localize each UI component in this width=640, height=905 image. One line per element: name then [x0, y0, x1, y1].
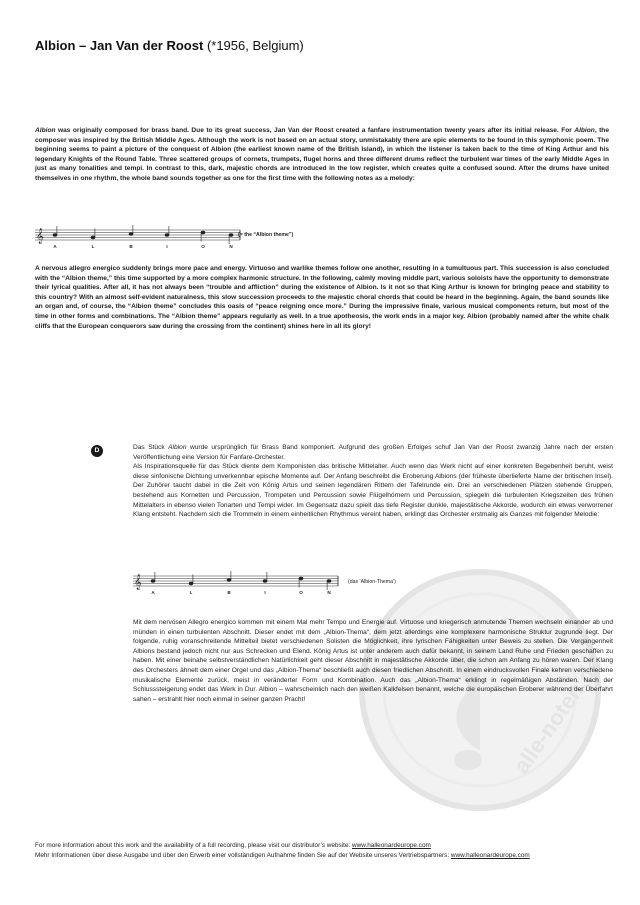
syllable-de-o: O: [299, 590, 303, 595]
english-p1-part-a: was originally composed for brass band. Due to its great success, Jan Van der Roost created a fanfare instrumentation twenty years after its initial release. For: [55, 127, 575, 134]
syllable-de-l: L: [189, 590, 193, 595]
note-4: [165, 234, 169, 237]
english-paragraph-1: [35, 126, 609, 184]
syllable-i: I: [166, 244, 168, 249]
note-de-2: [189, 582, 193, 585]
german-italic-word: Albion: [168, 444, 187, 451]
german-theme-note: (das ‘Albion-Thema’): [348, 579, 396, 585]
note-2: [91, 236, 95, 239]
german-paragraph-2: Mit dem nervösen Allegro energico kommen mit einem Mal mehr Tempo und Energie auf. Virtuose und kriegerisch anmutende Themen wechseln einander ab und münden in einen turbulenten Abschnitt. Dieser endet mit dem „Albion-Thema“, dem jetzt allerdings eine komplexere harmonische Struktur zugrunde liegt. Der folgende, ruhig voranschreitende Mittelteil bietet verschiedenen Solisten die Möglichkeit, ihre lyrischen Fähigkeiten unter Beweis zu stellen. Die Vergangenheit Albions bestand jedoch nicht nur aus Schrecken und Elend. König Artus ist unter anderem auch dafür bekannt, in seinem Land Ruhe und Frieden geschaffen zu haben. Mit einer beinahe selbstverständlichen Natürlichkeit geht dieser Abschnitt in majestätische Akkorde über, die schon am Anfang zu hören waren. Der Klang des Orchesters ähnelt dem einer Orgel und das „Albion-Thema“ beschließt auch diesen friedlichen Abschnitt. In einem eindrucksvollen Finale kehren verschiedene musikalische Elemente zurück, meist in veränderter Form und Kombination. Auch das „Albion-Thema“ erklingt in regelmäßigen Abständen. Nach der Schlusssteigerung endet das Werk in Dur. Albion – wahrscheinlich nach den weißen Kalkfelsen benannt, welche die europäischen Eroberer während der Überfahrt sahen – erstrahlt hier noch einmal in seiner ganzen Pracht!: [133, 619, 613, 703]
note-5: [201, 231, 205, 234]
music-staff-svg: [35, 226, 245, 250]
syllable-b: B: [129, 244, 133, 249]
german-paragraph-1: [133, 443, 613, 520]
english-theme-note: (= the “Albion theme”): [238, 232, 294, 238]
footer-german-text: Mehr Informationen über diese Ausgabe und über den Erwerb einer vollständigen Aufnahme finden Sie auf der Website unseres Vertriebspartners:: [35, 852, 451, 859]
syllable-l: L: [91, 244, 95, 249]
syllable-a: A: [53, 244, 57, 249]
syllable-de-b: B: [227, 590, 231, 595]
note-6: [229, 234, 233, 237]
note-de-5: [299, 577, 303, 580]
note-1: [53, 234, 57, 237]
syllable-de-a: A: [151, 590, 155, 595]
footer-english: [35, 841, 613, 851]
note-de-1: [151, 580, 155, 583]
footer-english-text: For more information about this work and the availability of a full recording, please visit our distributor’s website:: [35, 842, 352, 849]
english-italic-word: Albion: [574, 127, 595, 134]
note-de-3: [227, 579, 231, 582]
note-3: [129, 233, 133, 236]
note-de-4: [263, 580, 267, 583]
watermark-text: alle-noten.de: [508, 652, 607, 778]
german-language-badge: D: [91, 445, 103, 457]
treble-clef-icon-de: 𝄞: [134, 575, 142, 590]
treble-clef-icon: 𝄞: [36, 229, 44, 244]
footer-german-link[interactable]: www.halleonardeurope.com: [450, 852, 530, 859]
english-paragraph-2: A nervous allegro energico suddenly brings more pace and energy. Virtuoso and warlike themes follow one another, resulting in a tumultuous part. This succession is also concluded with the “Albion theme,” this time supported by a more complex harmonic structure. In the following, calmly moving middle part, various soloists have the opportunity to demonstrate their lyrical qualities. After all, it has not always been “trouble and affliction” during the existence of Albion. Is it not so that King Arthur is known for bringing peace and stability to this country? With an almost self-evident naturalness, this slow succession proceeds to the majestic choral chords that could be heard in the beginning. Again, the band sounds like an organ and, of course, the “Albion theme” concludes this oasis of “peace reigning once more.” During the impressive finale, various musical components return, but most of the time in other forms and combinations. The “Albion theme” appears regularly as well. In a true apotheosis, the work ends in a major key. Albion (probably named after the white chalk cliffs that the European conquerors saw during the crossing from the continent) shines here in all its glory!: [35, 265, 609, 330]
footer-german: [35, 851, 613, 861]
syllable-n: N: [229, 244, 233, 249]
german-p1-part-c: Als Inspirationsquelle für das Stück diente dem Komponisten das britische Mittelalter. Auch wenn das Werk nicht auf einer konkreten Begebenheit beruht, weist diese sinfonische Dichtung unverkennbar epische Momente auf. Der Anfang beschreibt die Eroberung Albions (der früheste überlieferte Name der britischen Insel). Der Zuhörer taucht dabei in die Zeit von König Artus und seinen legendären Rittern der Tafelrunde ein. Drei an verschiedenen Plätzen stehende Gruppen, bestehend aus Kornetten und Percussion, Trompeten und Percussion sowie Flügelhörnern und Percussion, spiegeln die turbulenten Kriegszeiten des frühen Mittelalters in ebenso vielen Tonarten und Tempi wider. Im Gegensatz dazu spielt das tiefe Register dunkle, majestätische Akkorde, wodurch ein etwas verworrener Klang entsteht. Nachdem sich die Trommeln in einem einheitlichen Rhythmus vereint haben, erklingt das Orchester erstmalig als Ganzes mit folgender Melodie:: [133, 463, 613, 519]
note-de-6: [327, 580, 331, 583]
german-p1-part-b: wurde ursprünglich für Brass Band komponiert. Aufgrund des großen Erfolges schuf Jan Van der Roost zwanzig Jahre nach der ersten Veröffentlichung eine Version für Fanfare-Orchester.: [133, 444, 613, 461]
english-p1-part-b: , the composer was inspired by the British Middle Ages. Although the work is not based on an actual story, unmistakably there are epic elements to be found in this symphonic poem. The beginning seems to paint a picture of the conquest of Albion (the earliest known name of the British Island), in which the listener is taken back to the time of King Arthur and his legendary Knights of the Round Table. Three scattered groups of cornets, trumpets, flugel horns and three different drums reflect the turbulent war times of the early Middle Ages in just as many tonalities and tempi. In contrast to this, dark, majestic chords are introduced in the low register, which creates quite a confused sound. After the drums have united themselves in one rhythm, the whole band sounds together as one for the first time with the following notes as a melody:: [35, 127, 610, 182]
page-title: [35, 38, 615, 54]
title-composer-meta: (*1956, Belgium): [206, 38, 304, 53]
german-p1-part-a: Das Stück: [133, 444, 169, 451]
syllable-o: O: [201, 244, 205, 249]
english-lead-word: Albion: [35, 127, 56, 134]
syllable-de-n: N: [327, 590, 331, 595]
syllable-de-i: I: [264, 590, 266, 595]
music-staff-svg-de: [133, 572, 343, 596]
theme-notes: [53, 225, 233, 244]
footer-english-link[interactable]: www.halleonardeurope.com: [351, 842, 431, 849]
title-work-composer: Albion – Jan Van der Roost: [35, 38, 204, 53]
theme-notes-de: [151, 571, 331, 590]
